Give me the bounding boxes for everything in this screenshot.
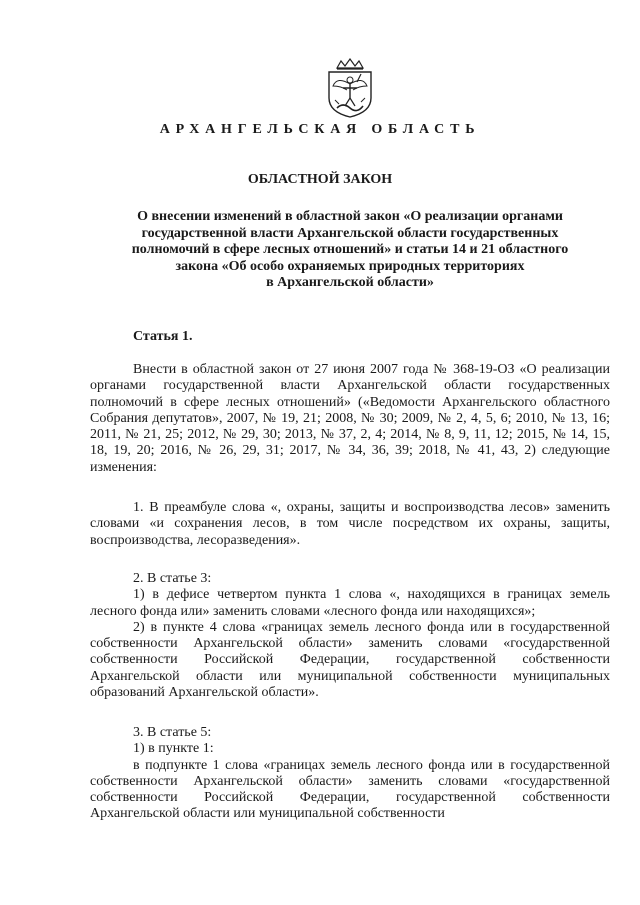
item-1-paragraph bbox=[90, 500, 610, 549]
intro-text: Внести в областной закон от 27 июня 2007 года № 368-19-ОЗ «О реализации органами государственной власти Архангельской области государственных полномочий в сфере лесных отношений» («Ведомости Архангельского областного Собрания депутатов», 2007, № 19, 21; 2008, № 30; 2009, № 2, 4, 5, 6; 2010, № 13, 16; 2011, № 21, 25; 2012, № 29, 30; 2013, № 37, 2, 4; 2014, № 8, 9, 11, 12; 2015, № 14, 15, 18, 19, 20; 2016, № 26, 29, 31; 2017, № 34, 36, 39; 2018, № 41, 43, 2) следующие изменения: bbox=[90, 362, 610, 475]
law-title-line: закона «Об особо охраняемых природных территориях bbox=[175, 258, 525, 274]
item-3-subitem-1a: в подпункте 1 слова «границах земель лесного фонда или в государственной собственности Архангельской области» заменить словами «государственной собственности Российской Федерации, государственной собственности Архангельской области или муниципальной собственности bbox=[90, 757, 610, 822]
item-1-text: 1. В преамбуле слова «, охраны, защиты и воспроизводства лесов» заменить словами «и сохранения лесов, в том числе посредством их охраны, защиты, воспроизводства, лесоразведения». bbox=[90, 500, 610, 548]
item-2-heading: 2. В статье 3: bbox=[133, 571, 212, 586]
item-3-section bbox=[90, 725, 610, 823]
law-title-line: О внесении изменений в областной закон «О реализации органами bbox=[137, 209, 563, 224]
law-title-line: в Архангельской области» bbox=[266, 275, 434, 291]
item-3-heading: 3. В статье 5: bbox=[133, 725, 212, 740]
coat-of-arms-emblem bbox=[323, 58, 377, 118]
law-title-line: государственной власти Архангельской области государственных bbox=[141, 225, 559, 241]
item-2-subitem-2: 2) в пункте 4 слова «границах земель лесного фонда или в государственной собственности Архангельской области» заменить словами «государственной собственности Российской Федерации, государственной собственности Архангельской области или муниципальной собственности муниципальных образований Архангельской области». bbox=[90, 619, 610, 701]
item-3-subitem-1: 1) в пункте 1: bbox=[133, 741, 214, 757]
law-title-line: полномочий в сфере лесных отношений» и статьи 14 и 21 областного bbox=[131, 242, 569, 258]
article-intro-paragraph bbox=[90, 362, 610, 476]
region-name: АРХАНГЕЛЬСКАЯ ОБЛАСТЬ bbox=[159, 122, 481, 137]
article-heading: Статья 1. bbox=[133, 329, 193, 344]
law-type: ОБЛАСТНОЙ ЗАКОН bbox=[247, 172, 393, 187]
item-2-section bbox=[90, 571, 610, 701]
item-2-subitem-1: 1) в дефисе четвертом пункта 1 слова «, находящихся в границах земель лесного фонда или» заменить словами «лесного фонда или находящихся»; bbox=[90, 587, 610, 619]
law-title bbox=[100, 209, 600, 292]
